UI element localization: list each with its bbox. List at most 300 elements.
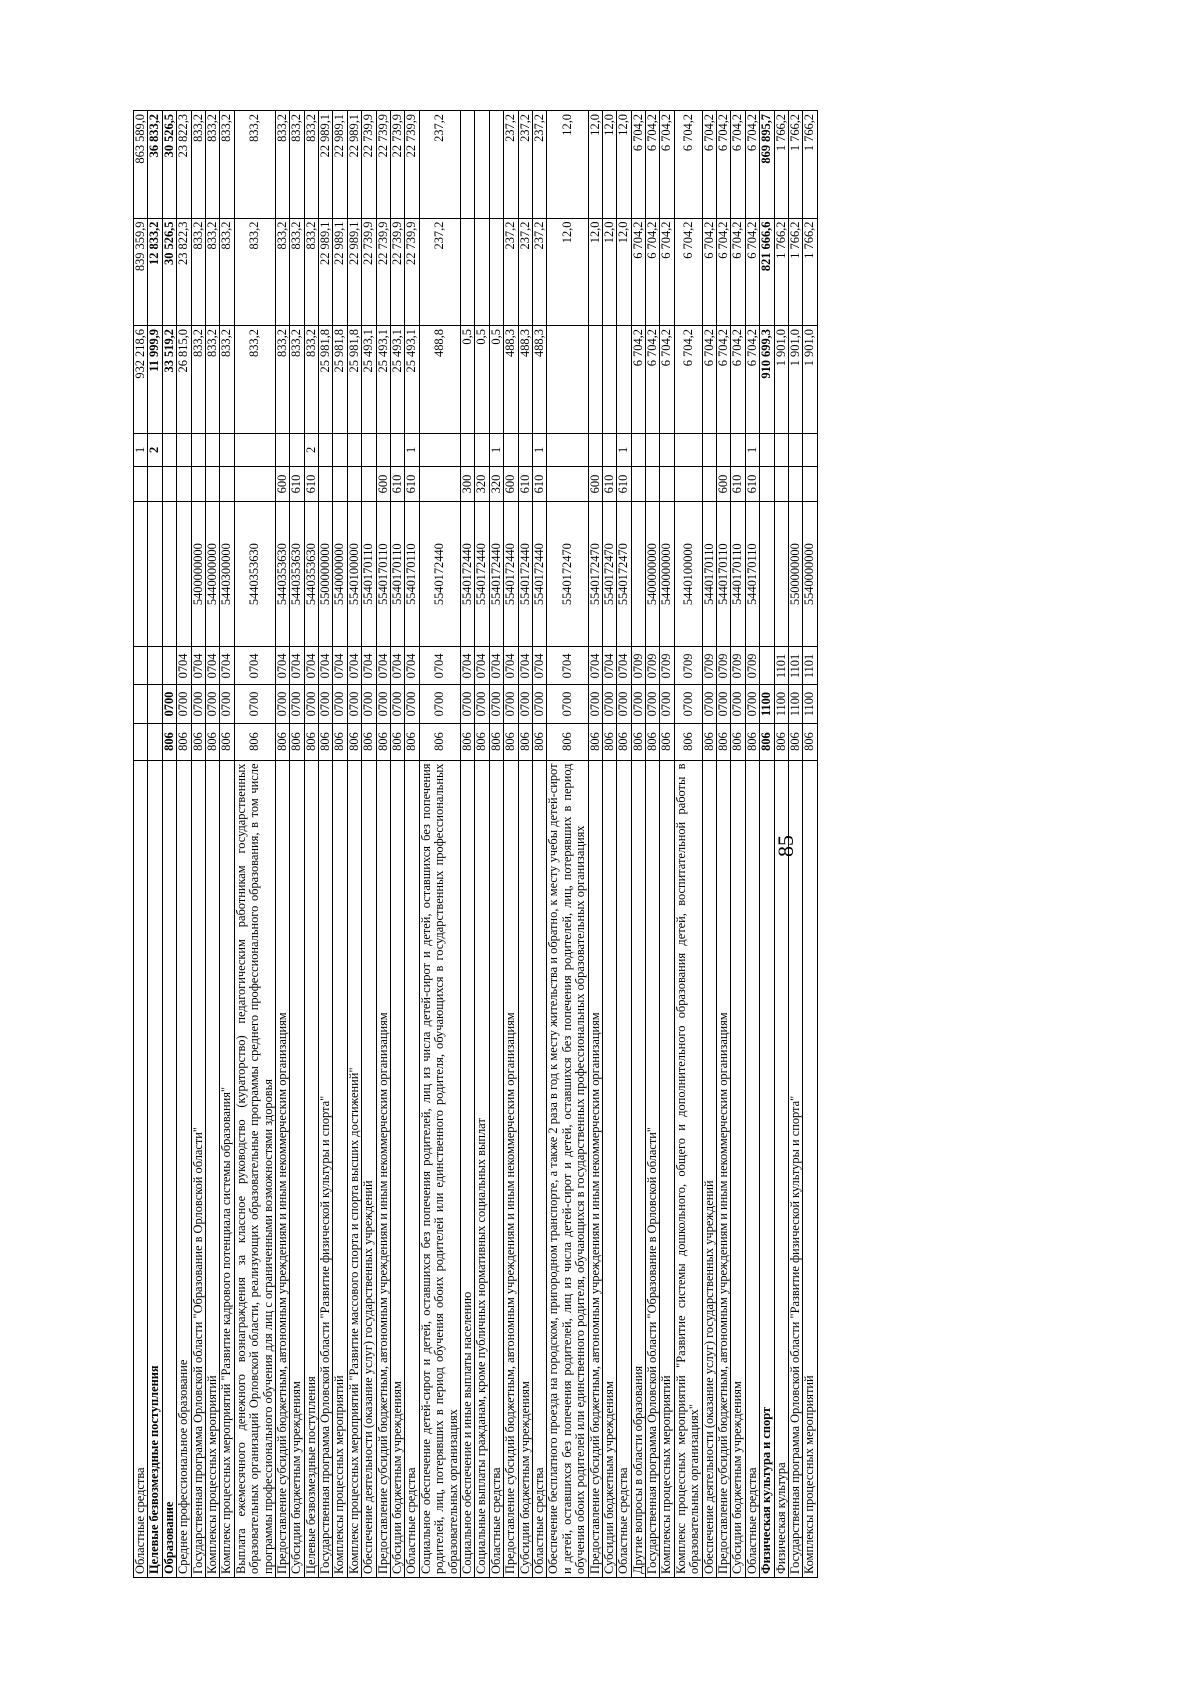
table-row — [234, 111, 275, 1578]
row-razdel-cell: 0700 — [588, 685, 602, 723]
row-source-code-cell — [475, 433, 489, 467]
row-razdel-cell: 0700 — [602, 685, 616, 723]
row-glava-cell: 806 — [803, 723, 817, 760]
row-razdel-cell: 0700 — [177, 685, 191, 723]
row-target-article-cell: 5540172440 — [489, 501, 503, 647]
row-glava-cell: 806 — [674, 723, 702, 760]
row-value-year3-cell: 12,0 — [617, 111, 631, 219]
row-podrazdel-cell: 0704 — [504, 647, 518, 685]
row-razdel-cell: 0700 — [362, 685, 376, 723]
row-value-year1-cell — [602, 326, 616, 434]
row-glava-cell: 806 — [391, 723, 405, 760]
table-row — [717, 111, 731, 1578]
row-value-year3-cell: 833,2 — [275, 111, 289, 219]
row-razdel-cell: 0700 — [319, 685, 333, 723]
row-value-year3-cell: 1 766,2 — [788, 111, 802, 219]
table-row — [290, 111, 304, 1578]
row-value-year3-cell: 12,0 — [588, 111, 602, 219]
row-name-cell: Государственная программа Орловской области "Образование в Орловской области" — [646, 760, 660, 1577]
row-source-code-cell — [731, 433, 745, 467]
row-target-article-cell: 5500000000 — [788, 501, 802, 647]
row-podrazdel-cell: 0704 — [205, 647, 219, 685]
row-name-cell: Обеспечение деятельности (оказание услуг) государственных учреждений — [362, 760, 376, 1577]
row-podrazdel-cell: 0704 — [602, 647, 616, 685]
row-name-cell: Областные средства — [745, 760, 759, 1577]
row-value-year1-cell: 6 704,2 — [717, 326, 731, 434]
row-name-cell: Предоставление субсидий бюджетным, автономным учреждениям и иным некоммерческим организациям — [376, 760, 390, 1577]
table-row — [788, 111, 802, 1578]
row-value-year2-cell: 833,2 — [205, 218, 219, 326]
row-value-year2-cell: 12,0 — [602, 218, 616, 326]
row-podrazdel-cell: 0704 — [333, 647, 347, 685]
row-source-code-cell — [177, 433, 191, 467]
row-expense-type-cell — [177, 467, 191, 502]
row-value-year3-cell: 22 739,9 — [376, 111, 390, 219]
table-row — [319, 111, 333, 1578]
row-target-article-cell: 5540172470 — [617, 501, 631, 647]
row-source-code-cell — [376, 433, 390, 467]
row-expense-type-cell — [803, 467, 817, 502]
row-glava-cell: 806 — [518, 723, 532, 760]
row-expense-type-cell — [205, 467, 219, 502]
row-razdel-cell: 0700 — [489, 685, 503, 723]
row-podrazdel-cell: 1101 — [788, 647, 802, 685]
row-razdel-cell: 0700 — [518, 685, 532, 723]
row-podrazdel-cell: 0704 — [391, 647, 405, 685]
row-razdel-cell — [134, 685, 148, 723]
row-value-year1-cell: 0,5 — [460, 326, 474, 434]
row-value-year3-cell: 833,2 — [290, 111, 304, 219]
table-row — [702, 111, 716, 1578]
table-row — [803, 111, 817, 1578]
row-value-year3-cell: 22 989,1 — [347, 111, 361, 219]
row-target-article-cell — [760, 501, 774, 647]
table-row — [617, 111, 631, 1578]
row-value-year3-cell: 237,2 — [518, 111, 532, 219]
row-target-article-cell: 5540172470 — [588, 501, 602, 647]
row-razdel-cell: 0700 — [674, 685, 702, 723]
table-row — [745, 111, 759, 1578]
row-expense-type-cell — [702, 467, 716, 502]
row-expense-type-cell — [148, 467, 162, 502]
row-name-cell: Государственная программа Орловской области "Образование в Орловской области" — [191, 760, 205, 1577]
row-glava-cell: 806 — [333, 723, 347, 760]
row-target-article-cell — [148, 501, 162, 647]
row-source-code-cell — [275, 433, 289, 467]
table-row — [760, 111, 774, 1578]
table-row — [304, 111, 318, 1578]
row-name-cell: Физическая культура — [774, 760, 788, 1577]
row-value-year3-cell: 22 739,9 — [405, 111, 419, 219]
row-value-year1-cell: 25 493,1 — [405, 326, 419, 434]
row-value-year1-cell: 488,3 — [504, 326, 518, 434]
row-source-code-cell: 1 — [617, 433, 631, 467]
row-expense-type-cell: 610 — [290, 467, 304, 502]
row-name-cell: Комплекс процессных мероприятий "Развитие системы дошкольного, общего и дополнительного образования детей, воспитательной работы в образовательных организациях" — [674, 760, 702, 1577]
row-target-article-cell: 5440170110 — [702, 501, 716, 647]
row-name-cell: Целевые безвозмездные поступления — [148, 760, 162, 1577]
row-value-year2-cell: 23 822,3 — [177, 218, 191, 326]
table-row — [588, 111, 602, 1578]
row-value-year2-cell: 6 704,2 — [745, 218, 759, 326]
row-podrazdel-cell: 0709 — [717, 647, 731, 685]
row-name-cell: Комплекс процессных мероприятий "Развитие кадрового потенциала системы образования" — [220, 760, 234, 1577]
row-glava-cell: 806 — [475, 723, 489, 760]
row-value-year2-cell: 12,0 — [547, 218, 588, 326]
row-value-year3-cell: 237,2 — [504, 111, 518, 219]
row-glava-cell: 806 — [760, 723, 774, 760]
row-value-year1-cell: 833,2 — [290, 326, 304, 434]
row-source-code-cell — [419, 433, 460, 467]
row-name-cell: Субсидии бюджетным учреждениям — [731, 760, 745, 1577]
row-value-year2-cell — [489, 218, 503, 326]
row-podrazdel-cell — [760, 647, 774, 685]
row-value-year3-cell: 6 704,2 — [646, 111, 660, 219]
row-name-cell: Субсидии бюджетным учреждениям — [518, 760, 532, 1577]
row-value-year1-cell: 0,5 — [489, 326, 503, 434]
row-podrazdel-cell: 0704 — [419, 647, 460, 685]
row-value-year3-cell: 36 833,2 — [148, 111, 162, 219]
row-glava-cell: 806 — [191, 723, 205, 760]
row-razdel-cell: 0700 — [631, 685, 645, 723]
row-podrazdel-cell: 0704 — [547, 647, 588, 685]
row-target-article-cell: 5540172470 — [602, 501, 616, 647]
row-value-year1-cell: 833,2 — [220, 326, 234, 434]
row-glava-cell: 806 — [304, 723, 318, 760]
row-name-cell: Выплата ежемесячного денежного вознаграждения за классное руководство (кураторство) педагогическим работникам государственных образовательных организаций Орловской области, реализующих образовательные программы среднего профессионального образования, в том числе программы профессионального обучения для лиц с ограниченными возможностями здоровья — [234, 760, 275, 1577]
row-value-year2-cell: 237,2 — [532, 218, 546, 326]
row-glava-cell: 806 — [347, 723, 361, 760]
row-value-year1-cell: 25 493,1 — [376, 326, 390, 434]
row-glava-cell: 806 — [617, 723, 631, 760]
row-source-code-cell — [660, 433, 674, 467]
row-source-code-cell: 1 — [134, 433, 148, 467]
row-razdel-cell: 0700 — [460, 685, 474, 723]
row-name-cell: Государственная программа Орловской области "Развитие физической культуры и спорта" — [788, 760, 802, 1577]
row-razdel-cell: 0700 — [220, 685, 234, 723]
row-expense-type-cell: 610 — [602, 467, 616, 502]
row-value-year1-cell — [617, 326, 631, 434]
row-expense-type-cell — [631, 467, 645, 502]
row-glava-cell: 806 — [588, 723, 602, 760]
row-name-cell: Областные средства — [134, 760, 148, 1577]
row-expense-type-cell: 610 — [405, 467, 419, 502]
row-source-code-cell — [631, 433, 645, 467]
row-source-code-cell — [347, 433, 361, 467]
row-razdel-cell: 0700 — [162, 685, 176, 723]
table-row — [405, 111, 419, 1578]
row-value-year1-cell: 25 493,1 — [362, 326, 376, 434]
row-value-year2-cell: 12,0 — [617, 218, 631, 326]
row-podrazdel-cell: 0704 — [489, 647, 503, 685]
table-row — [532, 111, 546, 1578]
row-source-code-cell — [333, 433, 347, 467]
row-expense-type-cell: 600 — [504, 467, 518, 502]
row-source-code-cell — [646, 433, 660, 467]
row-source-code-cell — [803, 433, 817, 467]
table-row — [134, 111, 148, 1578]
row-value-year1-cell: 833,2 — [304, 326, 318, 434]
row-source-code-cell — [319, 433, 333, 467]
row-source-code-cell: 1 — [405, 433, 419, 467]
row-glava-cell: 806 — [275, 723, 289, 760]
row-glava-cell: 806 — [532, 723, 546, 760]
row-razdel-cell: 0700 — [191, 685, 205, 723]
row-target-article-cell: 5400000000 — [191, 501, 205, 647]
row-source-code-cell — [290, 433, 304, 467]
row-expense-type-cell — [347, 467, 361, 502]
table-row — [518, 111, 532, 1578]
row-expense-type-cell: 600 — [376, 467, 390, 502]
row-value-year1-cell: 833,2 — [205, 326, 219, 434]
row-source-code-cell — [774, 433, 788, 467]
row-source-code-cell — [362, 433, 376, 467]
row-source-code-cell — [788, 433, 802, 467]
row-value-year2-cell: 6 704,2 — [631, 218, 645, 326]
row-target-article-cell: 5440000000 — [660, 501, 674, 647]
row-value-year1-cell: 488,3 — [518, 326, 532, 434]
row-value-year1-cell: 488,8 — [419, 326, 460, 434]
row-name-cell: Предоставление субсидий бюджетным, автономным учреждениям и иным некоммерческим организациям — [717, 760, 731, 1577]
row-target-article-cell — [631, 501, 645, 647]
row-value-year2-cell — [475, 218, 489, 326]
row-podrazdel-cell: 0704 — [234, 647, 275, 685]
row-value-year1-cell: 6 704,2 — [702, 326, 716, 434]
row-value-year2-cell: 833,2 — [234, 218, 275, 326]
row-source-code-cell — [518, 433, 532, 467]
row-target-article-cell: 5540170110 — [391, 501, 405, 647]
row-value-year3-cell: 237,2 — [419, 111, 460, 219]
row-value-year1-cell: 1 901,0 — [803, 326, 817, 434]
row-value-year3-cell: 833,2 — [220, 111, 234, 219]
row-expense-type-cell — [191, 467, 205, 502]
row-value-year3-cell: 833,2 — [191, 111, 205, 219]
row-podrazdel-cell: 0704 — [191, 647, 205, 685]
row-podrazdel-cell: 0704 — [405, 647, 419, 685]
row-source-code-cell — [547, 433, 588, 467]
table-row — [391, 111, 405, 1578]
row-podrazdel-cell: 0704 — [617, 647, 631, 685]
row-value-year3-cell — [475, 111, 489, 219]
row-razdel-cell: 0700 — [702, 685, 716, 723]
row-glava-cell: 806 — [602, 723, 616, 760]
row-razdel-cell: 0700 — [731, 685, 745, 723]
row-podrazdel-cell: 0709 — [631, 647, 645, 685]
row-expense-type-cell: 610 — [731, 467, 745, 502]
row-value-year1-cell: 1 901,0 — [774, 326, 788, 434]
table-row — [674, 111, 702, 1578]
row-value-year3-cell: 12,0 — [547, 111, 588, 219]
row-value-year1-cell: 6 704,2 — [646, 326, 660, 434]
row-podrazdel-cell: 1101 — [803, 647, 817, 685]
row-razdel-cell: 1100 — [803, 685, 817, 723]
row-expense-type-cell — [547, 467, 588, 502]
row-value-year2-cell: 6 704,2 — [702, 218, 716, 326]
row-razdel-cell: 0700 — [547, 685, 588, 723]
row-value-year1-cell: 26 815,0 — [177, 326, 191, 434]
row-source-code-cell — [220, 433, 234, 467]
row-expense-type-cell: 600 — [717, 467, 731, 502]
row-expense-type-cell — [660, 467, 674, 502]
row-source-code-cell: 1 — [745, 433, 759, 467]
table-row — [177, 111, 191, 1578]
row-name-cell: Обеспечение бесплатного проезда на городском, пригородном транспорте, а также 2 раза в год к месту жительства и обратно, к месту учебы детей-сирот и детей, оставшихся без попечения родителей, лиц из числа детей-сирот и детей, оставшихся без попечения родителей, лиц, потерявших в период обучения обоих родителей или единственного родителя, обучающихся в государственных профессиональных образовательных организациях — [547, 760, 588, 1577]
row-target-article-cell: 5440170110 — [745, 501, 759, 647]
row-name-cell: Среднее профессиональное образование — [177, 760, 191, 1577]
row-podrazdel-cell: 0704 — [532, 647, 546, 685]
row-value-year2-cell: 22 989,1 — [319, 218, 333, 326]
row-name-cell: Обеспечение деятельности (оказание услуг) государственных учреждений — [702, 760, 716, 1577]
row-source-code-cell: 2 — [304, 433, 318, 467]
row-value-year2-cell: 22 739,9 — [391, 218, 405, 326]
row-value-year2-cell: 6 704,2 — [717, 218, 731, 326]
row-expense-type-cell: 610 — [532, 467, 546, 502]
row-value-year2-cell: 22 989,1 — [347, 218, 361, 326]
row-value-year1-cell: 932 218,6 — [134, 326, 148, 434]
table-row — [347, 111, 361, 1578]
row-razdel-cell: 0700 — [234, 685, 275, 723]
row-glava-cell: 806 — [376, 723, 390, 760]
table-row — [205, 111, 219, 1578]
row-value-year1-cell: 833,2 — [275, 326, 289, 434]
row-glava-cell: 806 — [205, 723, 219, 760]
row-value-year1-cell: 25 981,8 — [347, 326, 361, 434]
table-row — [148, 111, 162, 1578]
table-row — [660, 111, 674, 1578]
row-name-cell: Субсидии бюджетным учреждениям — [602, 760, 616, 1577]
row-podrazdel-cell: 0704 — [290, 647, 304, 685]
row-target-article-cell: 5500000000 — [319, 501, 333, 647]
row-razdel-cell: 0700 — [205, 685, 219, 723]
page-number: 85 — [773, 835, 798, 857]
row-value-year2-cell: 1 766,2 — [803, 218, 817, 326]
row-value-year1-cell: 1 901,0 — [788, 326, 802, 434]
table-row — [475, 111, 489, 1578]
row-value-year3-cell: 863 589,0 — [134, 111, 148, 219]
row-name-cell: Областные средства — [617, 760, 631, 1577]
row-razdel-cell: 1100 — [788, 685, 802, 723]
row-value-year2-cell: 833,2 — [304, 218, 318, 326]
row-expense-type-cell — [134, 467, 148, 502]
row-podrazdel-cell: 0704 — [362, 647, 376, 685]
row-expense-type-cell: 320 — [489, 467, 503, 502]
row-razdel-cell: 0700 — [419, 685, 460, 723]
row-source-code-cell: 1 — [489, 433, 503, 467]
row-expense-type-cell: 610 — [304, 467, 318, 502]
row-value-year1-cell: 833,2 — [234, 326, 275, 434]
row-razdel-cell: 1100 — [774, 685, 788, 723]
row-podrazdel-cell — [148, 647, 162, 685]
row-source-code-cell: 2 — [148, 433, 162, 467]
row-glava-cell: 806 — [660, 723, 674, 760]
row-value-year2-cell: 833,2 — [191, 218, 205, 326]
row-podrazdel-cell: 0704 — [347, 647, 361, 685]
row-target-article-cell: 5440000000 — [205, 501, 219, 647]
row-podrazdel-cell: 0704 — [588, 647, 602, 685]
row-source-code-cell — [702, 433, 716, 467]
row-value-year3-cell: 6 704,2 — [745, 111, 759, 219]
row-razdel-cell: 0700 — [745, 685, 759, 723]
row-podrazdel-cell: 0709 — [646, 647, 660, 685]
row-glava-cell: 806 — [460, 723, 474, 760]
row-razdel-cell: 0700 — [391, 685, 405, 723]
row-value-year1-cell: 0,5 — [475, 326, 489, 434]
row-value-year3-cell: 22 739,9 — [362, 111, 376, 219]
row-value-year3-cell — [489, 111, 503, 219]
row-value-year2-cell: 833,2 — [290, 218, 304, 326]
row-podrazdel-cell — [162, 647, 176, 685]
row-podrazdel-cell: 0709 — [674, 647, 702, 685]
row-glava-cell: 806 — [731, 723, 745, 760]
row-razdel-cell: 0700 — [275, 685, 289, 723]
row-expense-type-cell — [220, 467, 234, 502]
row-name-cell: Образование — [162, 760, 176, 1577]
row-expense-type-cell — [234, 467, 275, 502]
table-row — [333, 111, 347, 1578]
row-value-year2-cell: 30 526,5 — [162, 218, 176, 326]
row-name-cell: Областные средства — [489, 760, 503, 1577]
row-value-year3-cell: 30 526,5 — [162, 111, 176, 219]
row-name-cell: Целевые безвозмездные поступления — [304, 760, 318, 1577]
table-row — [162, 111, 176, 1578]
row-expense-type-cell — [788, 467, 802, 502]
row-source-code-cell — [674, 433, 702, 467]
row-value-year2-cell: 833,2 — [220, 218, 234, 326]
row-value-year1-cell — [588, 326, 602, 434]
row-value-year1-cell: 6 704,2 — [745, 326, 759, 434]
row-expense-type-cell: 600 — [588, 467, 602, 502]
row-razdel-cell: 0700 — [376, 685, 390, 723]
row-glava-cell: 806 — [234, 723, 275, 760]
row-source-code-cell — [191, 433, 205, 467]
table-row — [460, 111, 474, 1578]
row-value-year3-cell: 22 989,1 — [333, 111, 347, 219]
row-value-year3-cell: 833,2 — [304, 111, 318, 219]
row-podrazdel-cell: 0704 — [475, 647, 489, 685]
row-target-article-cell: 5540170110 — [376, 501, 390, 647]
row-target-article-cell: 5440100000 — [674, 501, 702, 647]
table-row — [504, 111, 518, 1578]
row-value-year2-cell: 6 704,2 — [646, 218, 660, 326]
row-expense-type-cell: 610 — [518, 467, 532, 502]
row-expense-type-cell — [362, 467, 376, 502]
row-expense-type-cell — [162, 467, 176, 502]
row-razdel-cell: 0700 — [504, 685, 518, 723]
row-podrazdel-cell: 0704 — [304, 647, 318, 685]
budget-table — [133, 110, 818, 1578]
row-name-cell: Социальное обеспечение детей-сирот и детей, оставшихся без попечения родителей, лиц из числа детей-сирот и детей, оставшихся без попечения родителей, лиц, потерявших в период обучения обоих родителей или единственного родителя, обучающихся в государственных профессиональных образовательных организациях — [419, 760, 460, 1577]
row-expense-type-cell — [333, 467, 347, 502]
row-glava-cell: 806 — [489, 723, 503, 760]
row-target-article-cell: 5440170110 — [717, 501, 731, 647]
row-name-cell: Комплексы процессных мероприятий — [333, 760, 347, 1577]
row-name-cell: Предоставление субсидий бюджетным, автономным учреждениям и иным некоммерческим организациям — [588, 760, 602, 1577]
table-row — [631, 111, 645, 1578]
rotated-table-wrapper — [133, 110, 1133, 1578]
row-value-year3-cell: 6 704,2 — [674, 111, 702, 219]
row-value-year2-cell: 22 989,1 — [333, 218, 347, 326]
row-name-cell: Физическая культура и спорт — [760, 760, 774, 1577]
row-podrazdel-cell: 0709 — [745, 647, 759, 685]
row-target-article-cell: 5540170110 — [405, 501, 419, 647]
row-expense-type-cell: 610 — [745, 467, 759, 502]
row-value-year3-cell: 6 704,2 — [731, 111, 745, 219]
row-value-year3-cell: 6 704,2 — [702, 111, 716, 219]
row-glava-cell — [148, 723, 162, 760]
row-target-article-cell: 5540172440 — [419, 501, 460, 647]
row-razdel-cell: 0700 — [646, 685, 660, 723]
row-source-code-cell — [588, 433, 602, 467]
